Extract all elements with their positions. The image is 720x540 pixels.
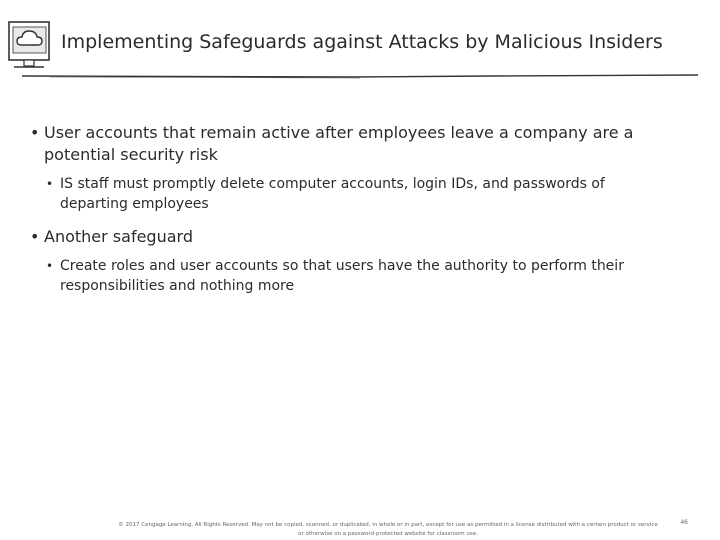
cloud-monitor-icon <box>6 18 56 72</box>
sub-bullet-marker: • <box>46 259 54 273</box>
bullet-item <box>30 226 670 248</box>
slide-title: Implementing Safeguards against Attacks by Malicious Insiders <box>61 31 663 53</box>
bullet-marker: • <box>30 227 40 246</box>
bullet-list <box>30 122 670 308</box>
copyright-footer: © 2017 Cengage Learning. All Rights Reserved. May not be copied, scanned, or duplicated, in whole or in part, except for use as permitted in a license distributed with a certain product or service or otherwise on a password-protected website for classroom use. <box>118 522 658 537</box>
bullet-item <box>30 122 670 166</box>
sub-bullet-text: IS staff must promptly delete computer accounts, login IDs, and passwords of departing employees <box>60 176 605 212</box>
sub-bullet-marker: • <box>46 177 54 191</box>
bullet-marker: • <box>30 123 40 142</box>
bullet-text: Another safeguard <box>44 227 193 246</box>
sub-bullet-item <box>30 174 670 214</box>
sub-bullet-item <box>30 256 670 296</box>
title-underline <box>20 68 700 82</box>
page-number: 46 <box>680 519 688 526</box>
bullet-text: User accounts that remain active after employees leave a company are a potential security risk <box>44 123 634 164</box>
sub-bullet-text: Create roles and user accounts so that users have the authority to perform their responsibilities and nothing more <box>60 258 624 294</box>
